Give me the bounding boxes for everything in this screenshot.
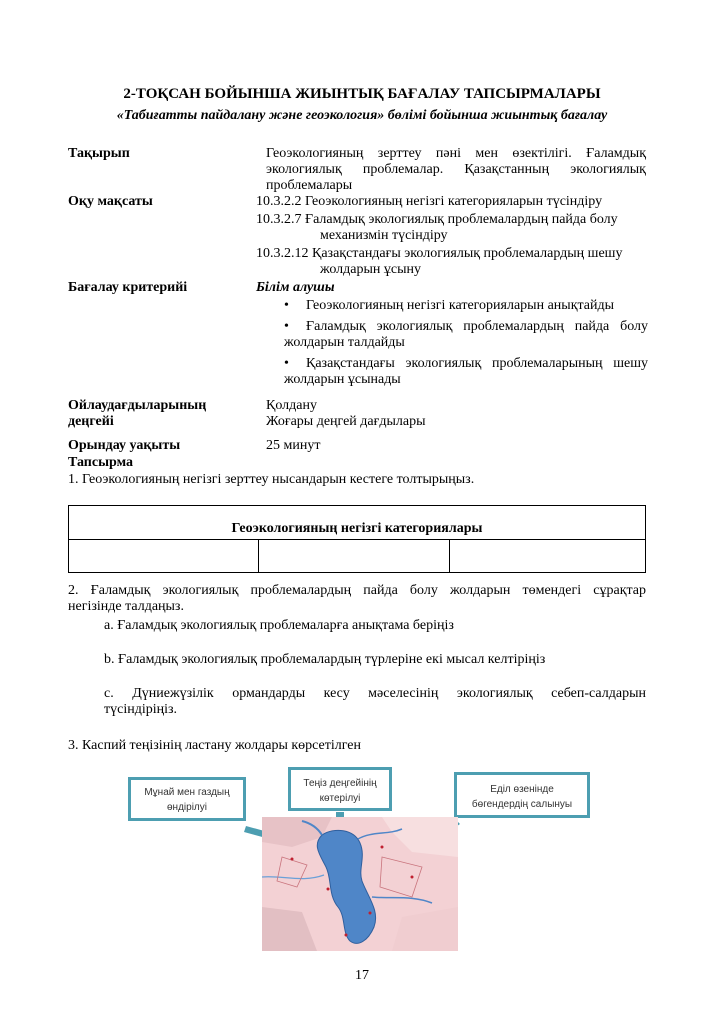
task2-line: негізінде талдаңыз. bbox=[68, 599, 184, 614]
criteria-line: жолдарын талдайды bbox=[284, 335, 405, 350]
task-label: Тапсырма bbox=[68, 455, 134, 470]
task1-text: 1. Геоэкологияның негізгі зерттеу нысандарын кестеге толтырыңыз. bbox=[68, 472, 475, 487]
bullet-icon: • bbox=[284, 319, 289, 334]
thinking-level-label-line: деңгейі bbox=[68, 414, 114, 429]
topic-line: Геоэкологияның зерттеу пәні мен өзектілігі. Ғаламдық bbox=[266, 146, 646, 161]
task2-line: 2. Ғаламдық экологиялық проблемалардың пайда болу жолдарын төмендегі сұрақтар bbox=[68, 583, 646, 598]
callout-text: өндірілуі bbox=[167, 802, 207, 813]
callout-text: көтерілуі bbox=[319, 793, 361, 804]
bullet-icon: • bbox=[284, 298, 289, 313]
objective-line: механизмін түсіндіру bbox=[320, 228, 448, 243]
thinking-level-label-line: Ойлаудағдыларының bbox=[68, 398, 207, 413]
task2-a: a. Ғаламдық экологиялық проблемаларға анықтама беріңіз bbox=[104, 618, 454, 633]
bullet-icon: • bbox=[284, 356, 289, 371]
caspian-map bbox=[262, 817, 458, 951]
criteria-line: жолдарын ұсынады bbox=[284, 372, 401, 387]
task2-c-line: c. Дүниежүзілік ормандарды кесу мәселесінің экологиялық себеп-салдарын bbox=[104, 686, 646, 701]
topic-line: экологиялық проблемалар. Қазақстанның экологиялық bbox=[266, 162, 646, 177]
callout-text: Еділ өзенінде bbox=[490, 784, 554, 795]
page-number: 17 bbox=[355, 968, 369, 983]
page-title: 2-ТОҚСАН БОЙЫНША ЖИЫНТЫҚ БАҒАЛАУ ТАПСЫРМАЛАРЫ bbox=[123, 86, 601, 102]
task2-c-line: түсіндіріңіз. bbox=[104, 702, 178, 717]
criteria-line: Қазақстандағы экологиялық проблемаларының шешу bbox=[306, 356, 648, 371]
topic-line: проблемалары bbox=[266, 178, 353, 193]
task2-b: b. Ғаламдық экологиялық проблемалардың түрлеріне екі мысал келтіріңіз bbox=[104, 652, 546, 667]
topic-label: Тақырып bbox=[68, 146, 130, 161]
page-subtitle: «Табиғатты пайдалану және геоэкология» бөлімі бойынша жиынтық бағалау bbox=[116, 108, 608, 123]
criteria-line: Геоэкологияның негізгі категорияларын анықтайды bbox=[306, 298, 615, 313]
criteria-label: Бағалау критерийі bbox=[68, 280, 188, 295]
time-label: Орындау уақыты bbox=[68, 438, 181, 453]
objective-line: жолдарын ұсыну bbox=[320, 262, 421, 277]
thinking-level-value-line: Жоғары деңгей дағдылары bbox=[266, 414, 426, 429]
table-header: Геоэкологияның негізгі категориялары bbox=[69, 506, 646, 540]
callout-text: Теңіз деңгейінің bbox=[303, 778, 377, 789]
callout-text: Мұнай мен газдың bbox=[144, 787, 230, 798]
objective-line: 10.3.2.12 Қазақстандағы экологиялық проблемалардың шешу bbox=[256, 246, 623, 261]
time-value: 25 минут bbox=[266, 438, 321, 453]
criteria-line: Ғаламдық экологиялық проблемалардың пайда болу bbox=[306, 319, 648, 334]
criteria-heading: Білім алушы bbox=[256, 280, 335, 295]
objectives-label: Оқу мақсаты bbox=[68, 194, 153, 209]
callout-text: бөгендердің салынуы bbox=[471, 799, 573, 810]
caspian-map-image bbox=[262, 817, 458, 951]
task3-text: 3. Каспий теңізінің ластану жолдары көрсетілген bbox=[68, 738, 362, 753]
objective-line: 10.3.2.2 Геоэкологияның негізгі категорияларын түсіндіру bbox=[256, 194, 603, 209]
objective-line: 10.3.2.7 Ғаламдық экологиялық проблемалардың пайда болу bbox=[256, 212, 618, 227]
thinking-level-value-line: Қолдану bbox=[266, 398, 317, 413]
